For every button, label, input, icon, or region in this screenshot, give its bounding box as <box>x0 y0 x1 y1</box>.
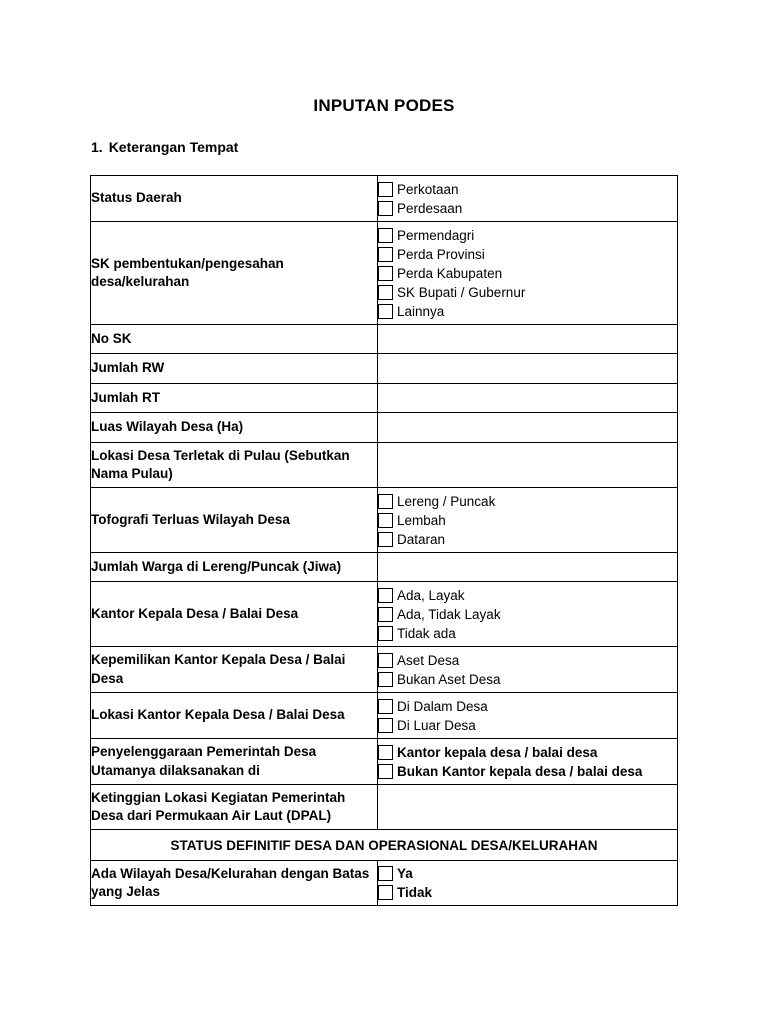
field-label: Lokasi Desa Terletak di Pulau (Sebutkan Nama Pulau) <box>91 443 378 488</box>
section-number: 1. <box>91 139 103 155</box>
options-cell <box>378 222 678 325</box>
field-label: Tofografi Terluas Wilayah Desa <box>91 488 378 553</box>
option-label: Lainnya <box>397 303 445 319</box>
option-label: Dataran <box>397 531 446 547</box>
table-row <box>91 739 678 785</box>
option[interactable] <box>378 716 677 735</box>
table-section-row <box>91 830 678 861</box>
option[interactable] <box>378 864 677 883</box>
option-label: Perkotaan <box>397 181 459 197</box>
checkbox[interactable] <box>378 532 393 547</box>
option[interactable] <box>378 511 677 530</box>
field-label: Ada Wilayah Desa/Kelurahan dengan Batas yang Jelas <box>91 861 378 906</box>
option-label: Lereng / Puncak <box>397 493 496 509</box>
section-label: Keterangan Tempat <box>108 139 239 155</box>
checkbox[interactable] <box>378 588 393 603</box>
option-label: Kantor kepala desa / balai desa <box>397 744 598 760</box>
table-row <box>91 325 678 354</box>
checkbox[interactable] <box>378 885 393 900</box>
option[interactable] <box>378 226 677 245</box>
option[interactable] <box>378 283 677 302</box>
option[interactable] <box>378 264 677 283</box>
option-label: Di Dalam Desa <box>397 698 488 714</box>
table-row <box>91 354 678 384</box>
checkbox[interactable] <box>378 653 393 668</box>
document-title: INPUTAN PODES <box>313 96 455 115</box>
option-label: Ada, Layak <box>397 587 465 603</box>
checkbox[interactable] <box>378 718 393 733</box>
checkbox[interactable] <box>378 866 393 881</box>
option[interactable] <box>378 762 677 781</box>
table-row <box>91 413 678 443</box>
option-label: Perdesaan <box>397 200 463 216</box>
option[interactable] <box>378 697 677 716</box>
option[interactable] <box>378 651 677 670</box>
table-row <box>91 861 678 906</box>
checkbox[interactable] <box>378 745 393 760</box>
option[interactable] <box>378 199 677 218</box>
checkbox[interactable] <box>378 764 393 779</box>
checkbox[interactable] <box>378 607 393 622</box>
field-label: SK pembentukan/pengesahan desa/kelurahan <box>91 222 378 325</box>
field-label: Jumlah RT <box>91 384 378 413</box>
answer-cell[interactable] <box>378 325 678 354</box>
answer-cell[interactable] <box>378 354 678 384</box>
option[interactable] <box>378 883 677 902</box>
option-label: SK Bupati / Gubernur <box>397 284 526 300</box>
option[interactable] <box>378 586 677 605</box>
answer-cell[interactable] <box>378 384 678 413</box>
options-cell <box>378 861 678 906</box>
checkbox[interactable] <box>378 285 393 300</box>
field-label: Penyelenggaraan Pemerintah Desa Utamanya dilaksanakan di <box>91 739 378 785</box>
option-label: Ya <box>397 866 413 881</box>
checkbox[interactable] <box>378 626 393 641</box>
table-row <box>91 647 678 693</box>
checkbox[interactable] <box>378 247 393 262</box>
option-label: Perda Provinsi <box>397 246 485 262</box>
checkbox[interactable] <box>378 182 393 197</box>
table-row <box>91 384 678 413</box>
checkbox[interactable] <box>378 266 393 281</box>
option[interactable] <box>378 743 677 762</box>
option[interactable] <box>378 245 677 264</box>
checkbox[interactable] <box>378 304 393 319</box>
options-cell <box>378 176 678 222</box>
field-label: Lokasi Kantor Kepala Desa / Balai Desa <box>91 693 378 739</box>
answer-cell[interactable] <box>378 553 678 582</box>
options-cell <box>378 582 678 647</box>
option[interactable] <box>378 670 677 689</box>
answer-cell[interactable] <box>378 443 678 488</box>
checkbox[interactable] <box>378 672 393 687</box>
answer-cell[interactable] <box>378 785 678 830</box>
option-label: Ada, Tidak Layak <box>397 606 501 622</box>
option[interactable] <box>378 605 677 624</box>
checkbox[interactable] <box>378 513 393 528</box>
option-label: Perda Kabupaten <box>397 265 503 281</box>
option-label: Bukan Aset Desa <box>397 671 501 687</box>
options-cell <box>378 693 678 739</box>
option[interactable] <box>378 530 677 549</box>
table-row <box>91 553 678 582</box>
option-label: Tidak ada <box>397 625 456 641</box>
table-row <box>91 582 678 647</box>
option[interactable] <box>378 624 677 643</box>
field-label: Jumlah Warga di Lereng/Puncak (Jiwa) <box>91 553 378 582</box>
field-label: Ketinggian Lokasi Kegiatan Pemerintah Desa dari Permukaan Air Laut (DPAL) <box>91 785 378 830</box>
options-cell <box>378 739 678 785</box>
option[interactable] <box>378 492 677 511</box>
options-cell <box>378 488 678 553</box>
options-cell <box>378 647 678 693</box>
checkbox[interactable] <box>378 699 393 714</box>
option-label: Aset Desa <box>397 652 460 668</box>
option-label: Bukan Kantor kepala desa / balai desa <box>397 763 643 779</box>
form-table <box>90 175 678 906</box>
option-label: Permendagri <box>397 227 475 243</box>
field-label: Kantor Kepala Desa / Balai Desa <box>91 582 378 647</box>
section-heading <box>91 139 238 155</box>
field-label: Status Daerah <box>91 176 378 222</box>
field-label: Kepemilikan Kantor Kepala Desa / Balai Desa <box>91 647 378 693</box>
option-label: Lembah <box>397 512 446 528</box>
checkbox[interactable] <box>378 201 393 216</box>
option-label: Tidak <box>397 885 433 900</box>
field-label: Luas Wilayah Desa (Ha) <box>91 413 378 443</box>
answer-cell[interactable] <box>378 413 678 443</box>
option-label: Di Luar Desa <box>397 717 476 733</box>
option[interactable] <box>378 302 677 321</box>
table-row <box>91 222 678 325</box>
field-label: Jumlah RW <box>91 354 378 384</box>
field-label: No SK <box>91 325 378 354</box>
option[interactable] <box>378 180 677 199</box>
table-row <box>91 488 678 553</box>
table-section-heading: STATUS DEFINITIF DESA DAN OPERASIONAL DESA/KELURAHAN <box>91 830 678 861</box>
table-row <box>91 176 678 222</box>
table-row <box>91 785 678 830</box>
table-row <box>91 443 678 488</box>
checkbox[interactable] <box>378 494 393 509</box>
checkbox[interactable] <box>378 228 393 243</box>
table-row <box>91 693 678 739</box>
